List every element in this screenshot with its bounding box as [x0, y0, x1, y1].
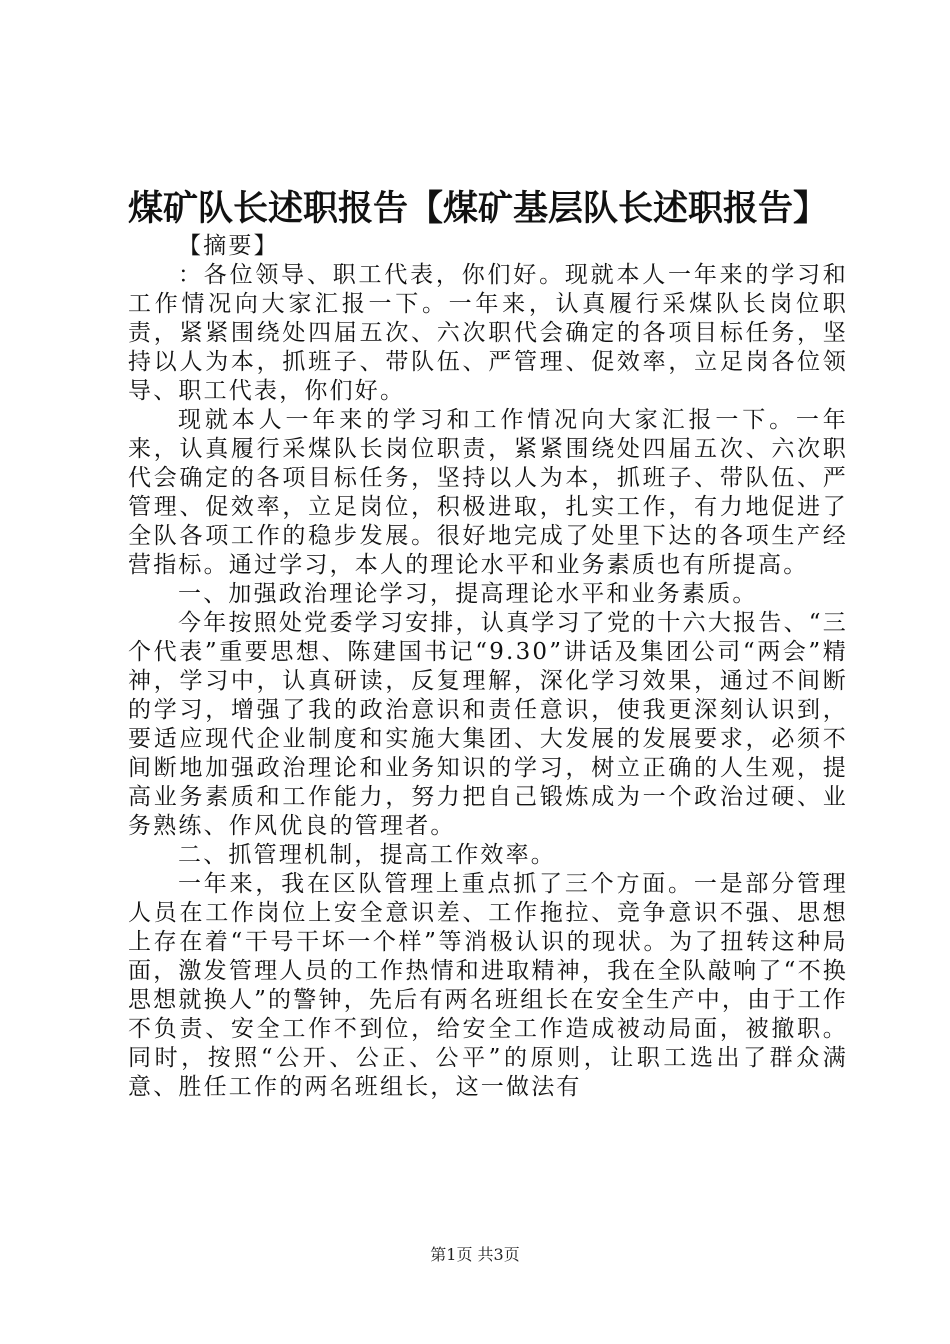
section-heading-2: 二、抓管理机制，提高工作效率。 — [178, 842, 556, 868]
abstract-label: 【摘要】 — [178, 233, 279, 259]
paragraph-4: 一年来，我在区队管理上重点抓了三个方面。一是部分管理人员在工作岗位上安全意识差、工作拖拉、竞争意识不强、思想上存在着“干号干坏一个样”等消极认识的现状。为了扭转这种局面，激发管理人员的工作热情和进取精神，我在全队敲响了“不换思想就换人”的警钟，先后有两名班组长在安全生产中，由于工作不负责、安全工作不到位，给安全工作造成被动局面，被撤职。同时，按照“公开、公正、公平”的原则，让职工选出了群众满意、胜任工作的两名班组长，这一做法有 — [128, 871, 848, 1100]
page-footer: 第1页 共3页 — [430, 1245, 520, 1264]
paragraph-3: 今年按照处党委学习安排，认真学习了党的十六大报告、“三个代表”重要思想、陈建国书记“9.30”讲话及集团公司“两会”精神，学习中，认真研读，反复理解，深化学习效果，通过不间断的学习，增强了我的政治意识和责任意识，使我更深刻认识到，要适应现代企业制度和实施大集团、大发展的发展要求，必须不间断地加强政治理论和业务知识的学习，树立正确的人生观，提高业务素质和工作能力，努力把自己锻炼成为一个政治过硬、业务熟练、作风优良的管理者。 — [128, 610, 848, 839]
paragraph-2: 现就本人一年来的学习和工作情况向大家汇报一下。一年来，认真履行采煤队长岗位职责，紧紧围绕处四届五次、六次职代会确定的各项目标任务，坚持以人为本，抓班子、带队伍、严管理、促效率，立足岗位，积极进取，扎实工作，有力地促进了全队各项工作的稳步发展。很好地完成了处里下达的各项生产经营指标。通过学习，本人的理论水平和业务素质也有所提高。 — [128, 407, 848, 578]
section-heading-1: 一、加强政治理论学习，提高理论水平和业务素质。 — [178, 581, 758, 607]
document-title: 煤矿队长述职报告【煤矿基层队长述职报告】 — [128, 188, 829, 229]
paragraph-1: ：各位领导、职工代表，你们好。现就本人一年来的学习和工作情况向大家汇报一下。一年来，认真履行采煤队长岗位职责，紧紧围绕处四届五次、六次职代会确定的各项目标任务，坚持以人为本，抓班子、带队伍、严管理、促效率，立足岗各位领导、职工代表，你们好。 — [128, 262, 848, 404]
document-body — [128, 232, 848, 1102]
